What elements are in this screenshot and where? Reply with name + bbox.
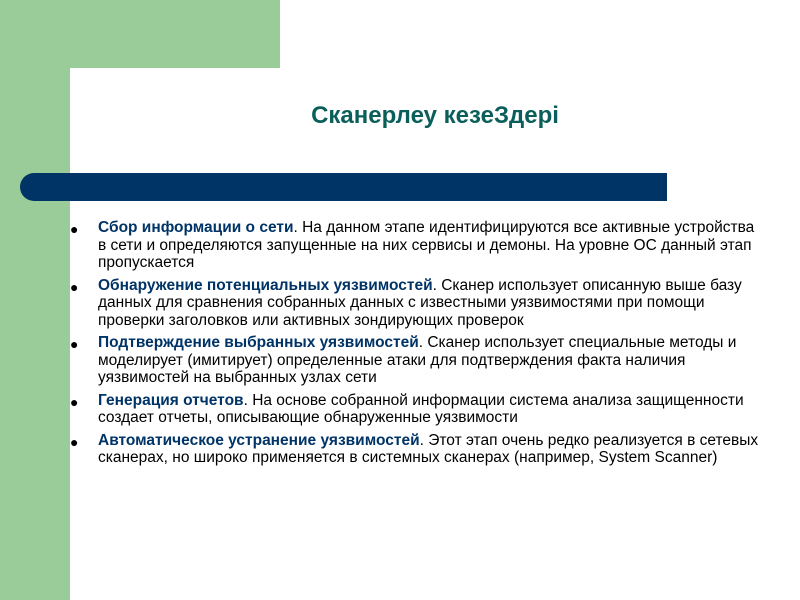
slide-title: Сканерлеу кезеЗдері: [311, 102, 559, 129]
bullet-dot-icon: ●: [70, 393, 79, 410]
list-item: [66, 219, 766, 272]
green-top-block: [0, 0, 280, 68]
title-underline-bar: [20, 173, 667, 201]
bullet-list: [66, 219, 766, 472]
bullet-dot-icon: ●: [70, 278, 79, 295]
bullet-text: . Сканер использует специальные методы и моделирует (имитирует) определенные атаки для подтверждения факта наличия уязвимостей на выбранных узлах сети: [98, 334, 737, 386]
green-side-strip: [0, 0, 70, 600]
bullet-text: . На основе собранной информации система анализа защищенности создает отчеты, описывающие обнаруженные уязвимости: [98, 391, 744, 426]
bullet-text: . Этот этап очень редко реализуется в сетевых сканерах, но широко применяется в системных сканерах (например, System Scanner): [98, 431, 759, 466]
list-item: [66, 334, 766, 387]
bullet-dot-icon: ●: [70, 221, 79, 237]
bullet-heading: Обнаружение потенциальных уязвимостей: [98, 276, 433, 294]
bullet-dot-icon: ●: [70, 433, 79, 450]
bullet-heading: Сбор информации о сети: [98, 219, 294, 236]
bullet-text: . Сканер использует описанную выше базу данных для сравнения собранных данных с известными уязвимостями при помощи проверки заголовков или активных зондирующих проверок: [98, 276, 742, 329]
bullet-heading: Генерация отчетов: [98, 391, 244, 409]
bullet-heading: Автоматическое устранение уязвимостей: [98, 431, 420, 449]
list-item: [66, 432, 766, 467]
bullet-dot-icon: ●: [70, 336, 79, 352]
list-item: [66, 277, 766, 330]
bullet-text: . На данном этапе идентифицируются все активные устройства в сети и определяются запущенные на них сервисы и демоны. На уровне ОС данный этап пропускается: [98, 219, 755, 271]
rounded-corner: [70, 68, 110, 108]
bullet-heading: Подтверждение выбранных уязвимостей: [98, 334, 419, 351]
list-item: [66, 392, 766, 427]
